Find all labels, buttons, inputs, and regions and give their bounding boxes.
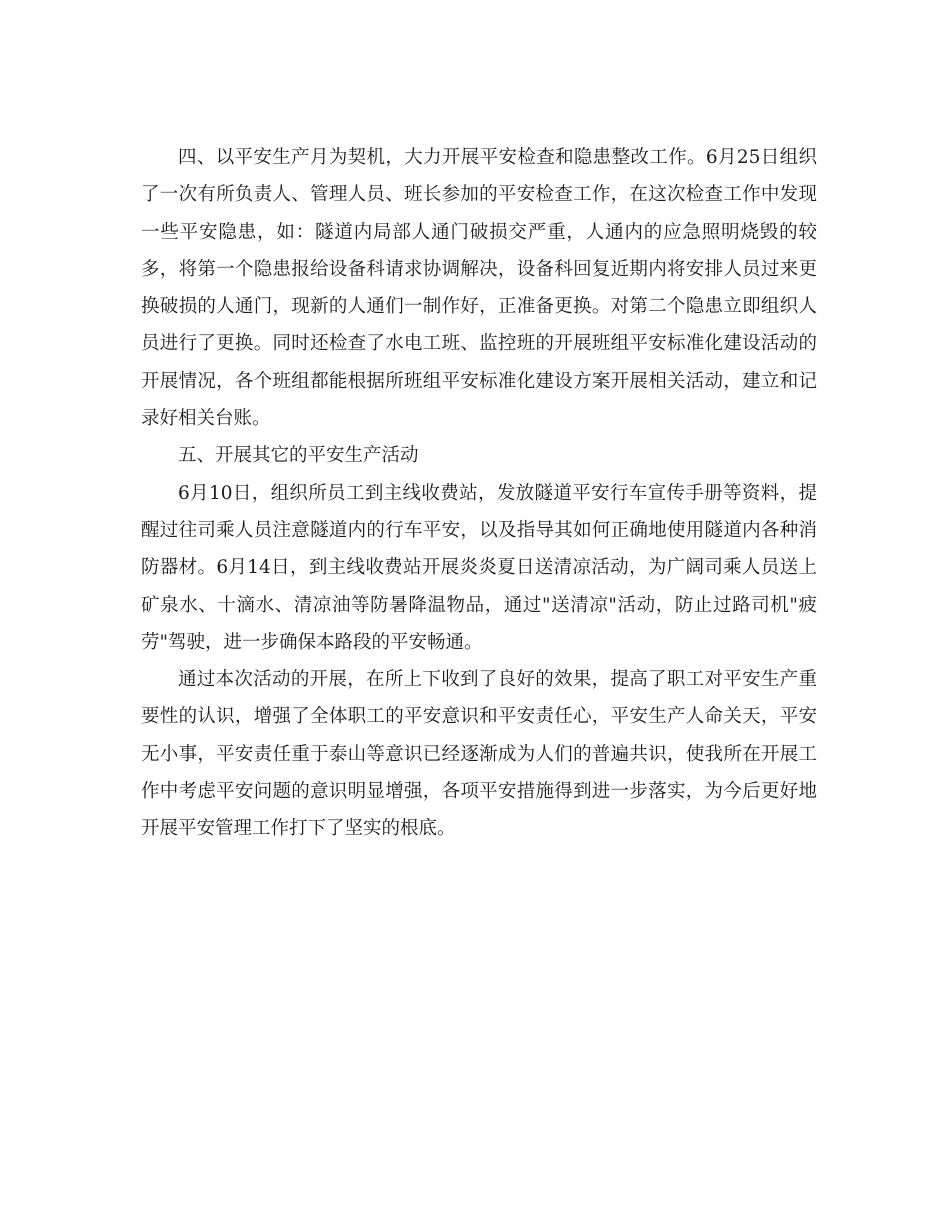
document-body bbox=[141, 139, 817, 848]
paragraph-toll-station-activities: 6月10日，组织所员工到主线收费站，发放隧道平安行车宣传手册等资料，提醒过往司乘人员注意隧道内的行车平安，以及指导其如何正确地使用隧道内各种消防器材。6月14日，到主线收费站开展炎炎夏日送清凉活动，为广阔司乘人员送上矿泉水、十滴水、清凉油等防暑降温物品，通过"送清凉"活动，防止过路司机"疲劳"驾驶，进一步确保本路段的平安畅通。 bbox=[141, 482, 817, 653]
paragraph-conclusion: 通过本次活动的开展，在所上下收到了良好的效果，提高了职工对平安生产重要性的认识，增强了全体职工的平安意识和平安责任心，平安生产人命关天，平安无小事，平安责任重于泰山等意识已经逐渐成为人们的普遍共识，使我所在开展工作中考虑平安问题的意识明显增强，各项平安措施得到进一步落实，为今后更好地开展平安管理工作打下了坚实的根底。 bbox=[141, 669, 817, 840]
section-heading-other-activities: 五、开展其它的平安生产活动 bbox=[178, 445, 419, 467]
paragraph-safety-inspection: 四、以平安生产月为契机，大力开展平安检查和隐患整改工作。6月25日组织了一次有所负责人、管理人员、班长参加的平安检查工作，在这次检查工作中发现一些平安隐患，如：隧道内局部人通门破损交严重，人通内的应急照明烧毁的较多，将第一个隐患报给设备科请求协调解决，设备科回复近期内将安排人员过来更换破损的人通门，现新的人通们一制作好，正准备更换。对第二个隐患立即组织人员进行了更换。同时还检查了水电工班、监控班的开展班组平安标准化建设活动的开展情况，各个班组都能根据所班组平安标准化建设方案开展相关活动，建立和记录好相关台账。 bbox=[141, 147, 817, 430]
